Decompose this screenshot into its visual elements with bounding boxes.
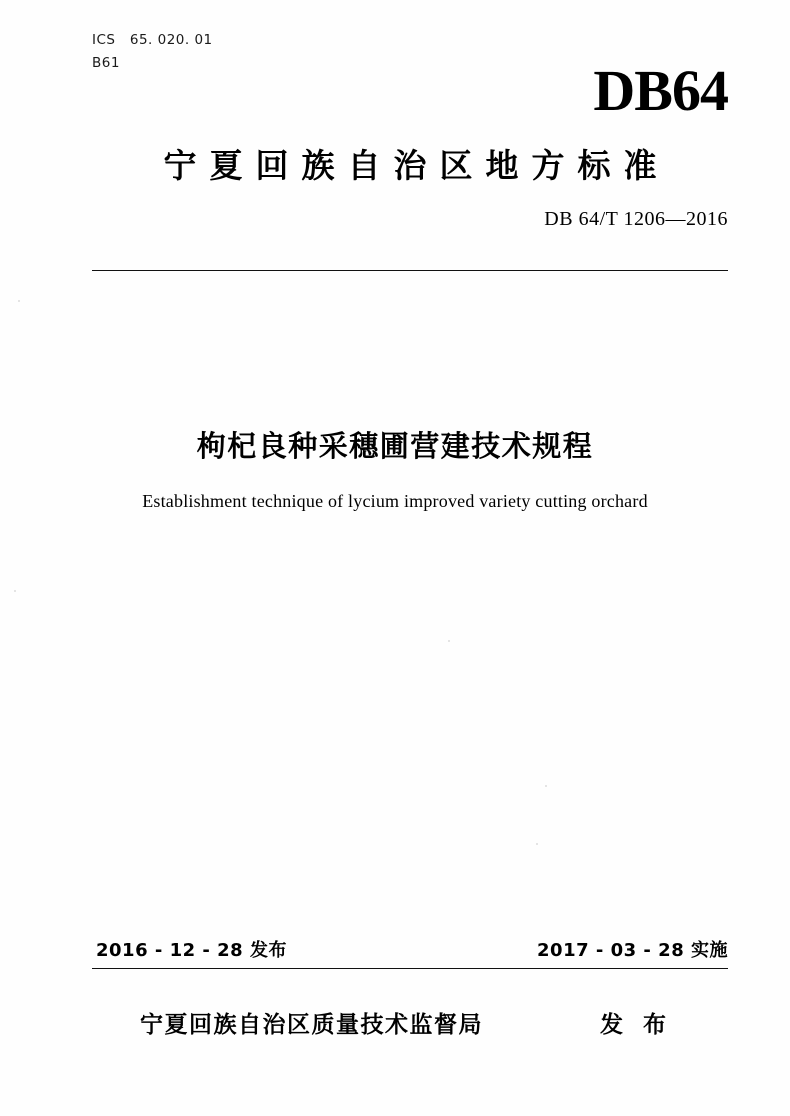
- classification-code: B61: [92, 54, 120, 71]
- scan-speck: [18, 300, 20, 302]
- standard-number: DB 64/T 1206—2016: [544, 208, 728, 230]
- scan-speck: [14, 590, 16, 592]
- footer-divider: [92, 968, 728, 969]
- ics-code: 65. 020. 01: [129, 32, 213, 48]
- scan-speck: [545, 785, 547, 787]
- ics-label: ICS: [92, 32, 116, 48]
- standard-organization-title: 宁夏回族自治区地方标准: [163, 146, 670, 185]
- scan-speck: [448, 640, 450, 642]
- document-title-chinese: 枸杞良种采穗圃营建技术规程: [196, 429, 594, 463]
- issue-date: 2016 - 12 - 28 发布: [96, 940, 287, 961]
- ics-block: [92, 30, 213, 74]
- document-title-english: Establishment technique of lycium improved variety cutting orchard: [142, 491, 648, 511]
- effective-date: 2017 - 03 - 28 实施: [537, 940, 728, 961]
- ics-code-line: [92, 30, 213, 51]
- publish-verb: 发 布: [600, 1012, 673, 1038]
- scan-speck: [536, 843, 538, 845]
- standard-mark: DB64: [593, 58, 728, 123]
- publisher-name: 宁夏回族自治区质量技术监督局: [140, 1012, 483, 1038]
- header-divider: [92, 270, 728, 271]
